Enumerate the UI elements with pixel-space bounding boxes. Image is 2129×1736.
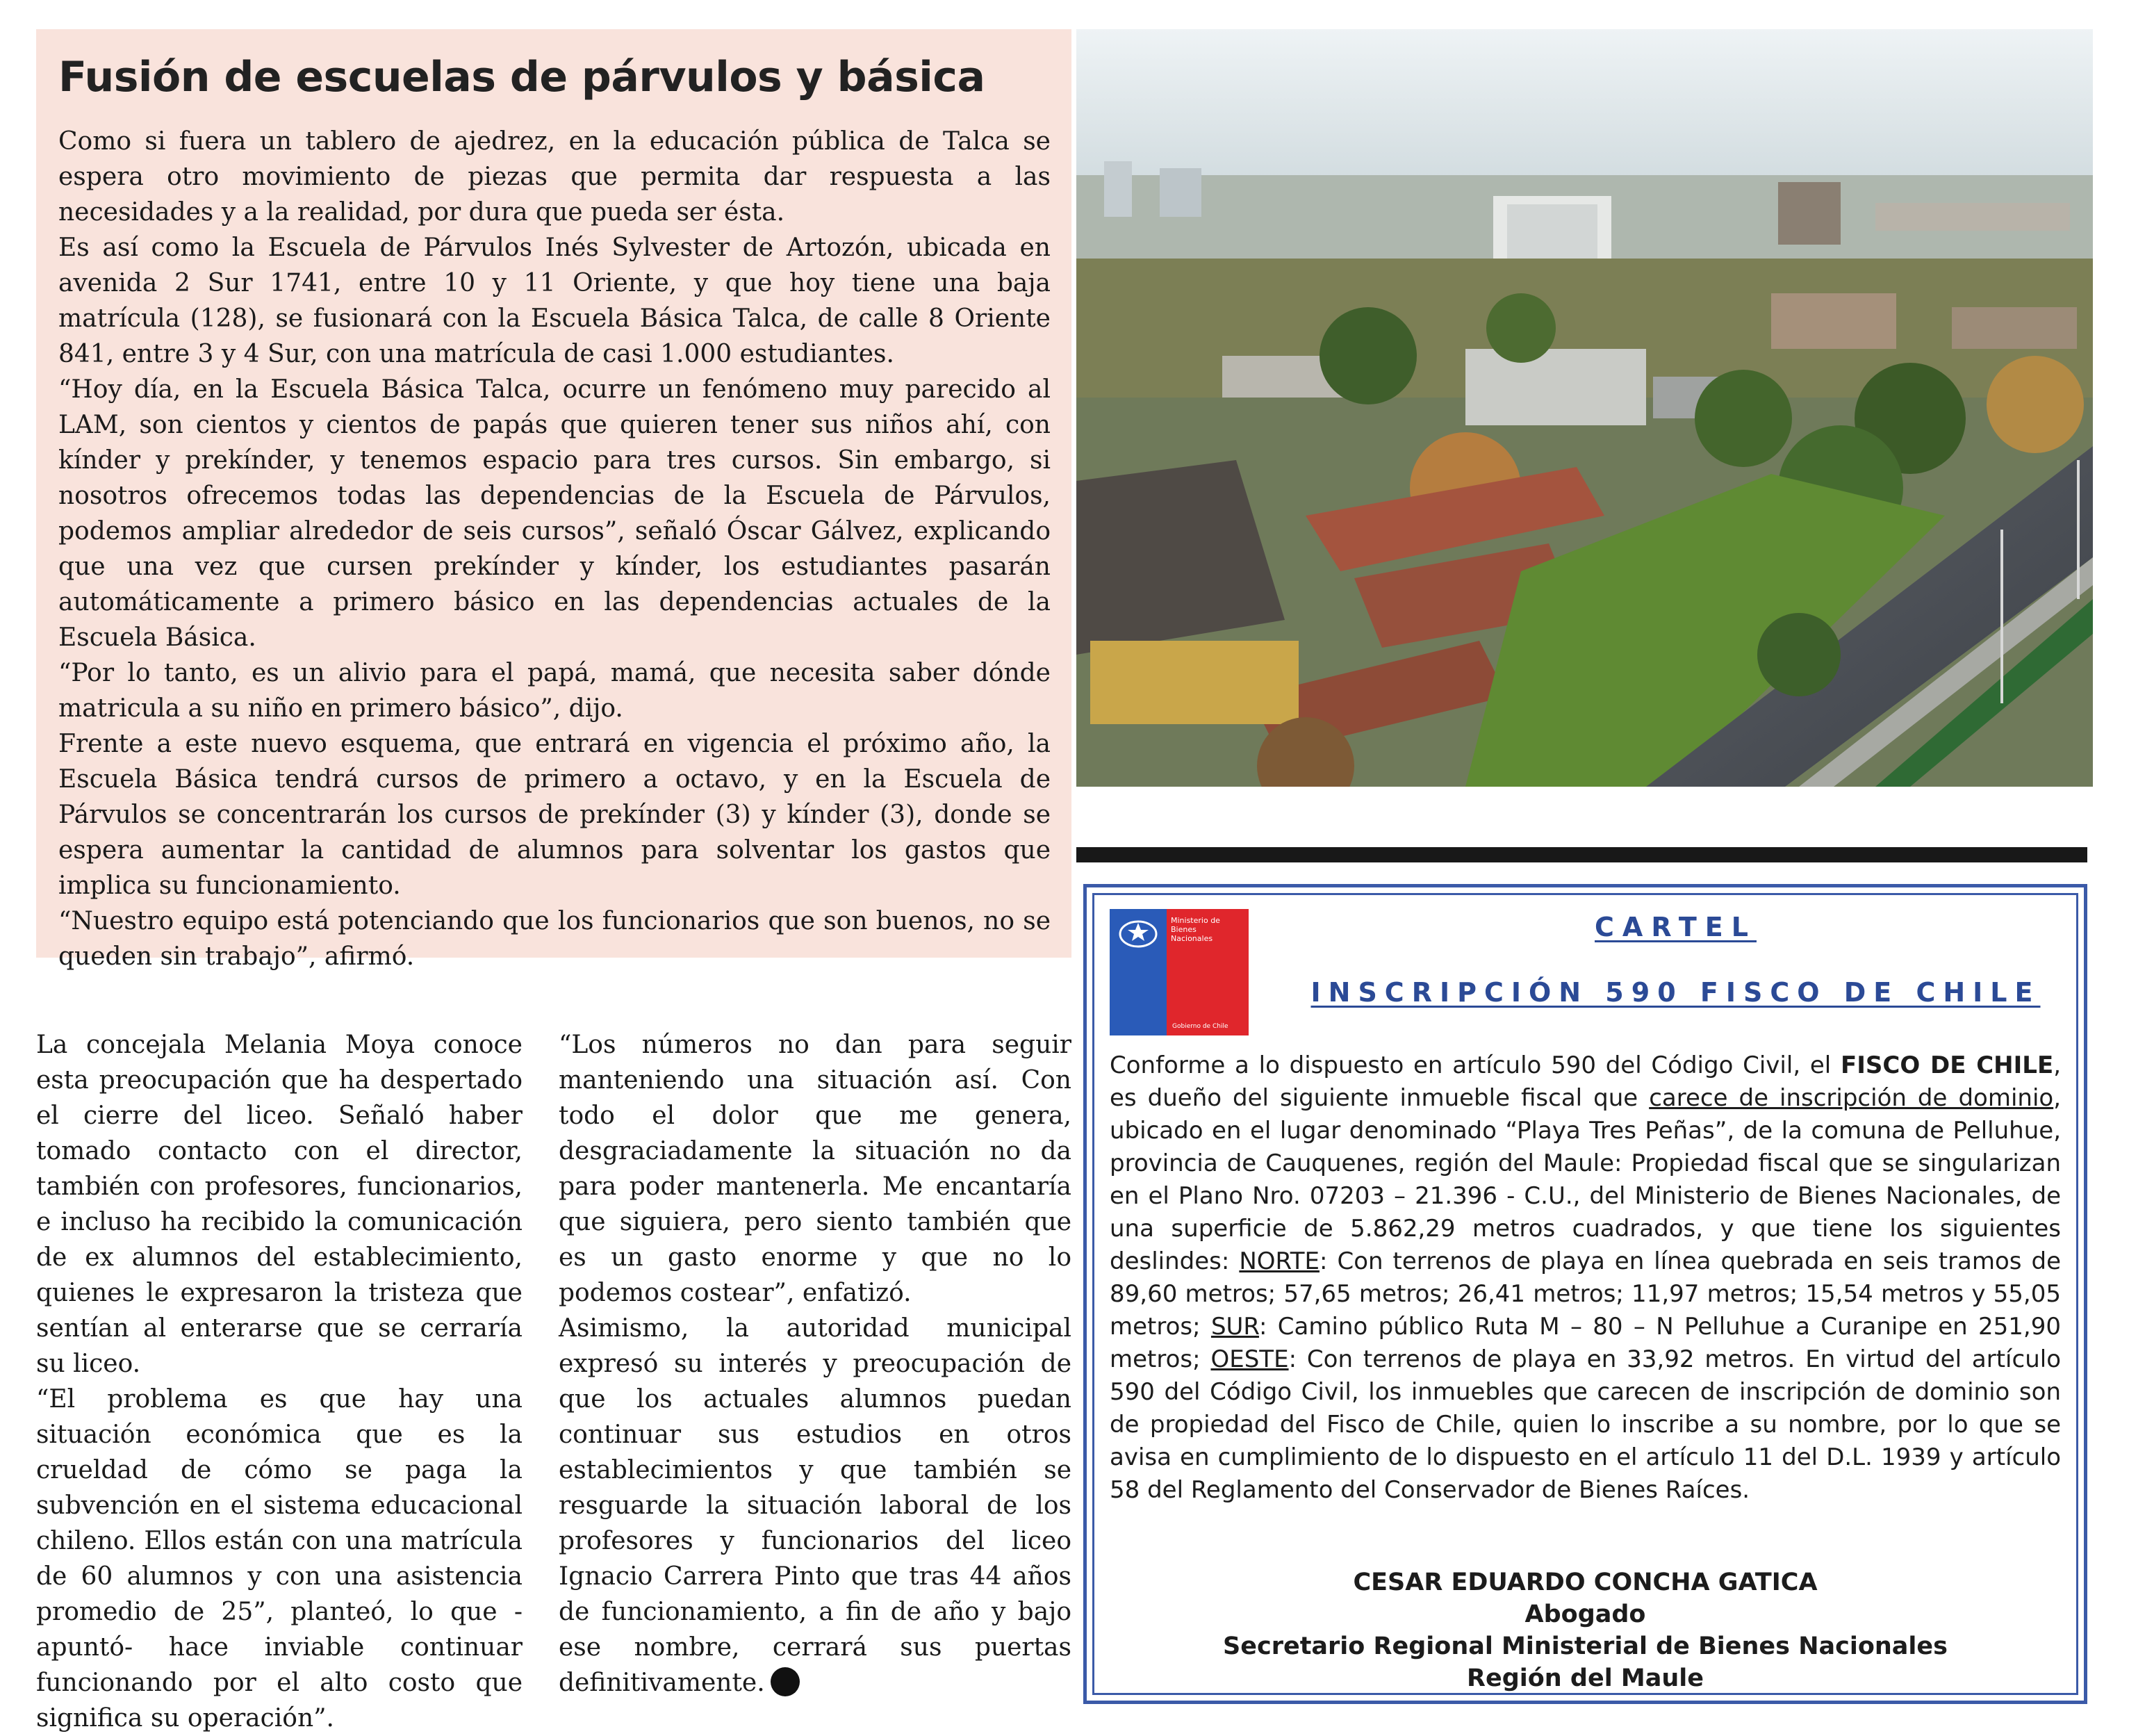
logo-red-band (1167, 909, 1249, 1035)
logo-gobierno-text: Gobierno de Chile (1172, 1023, 1228, 1030)
signer-role: Abogado (1524, 1600, 1646, 1628)
logo-ministry-name: Ministerio de Bienes Nacionales (1171, 916, 1220, 943)
article-columns (36, 1027, 1071, 1733)
signer-office: Secretario Regional Ministerial de Bienes Nacionales (1223, 1632, 1948, 1660)
sidebar-paragraph: “Nuestro equipo está potenciando que los funcionarios que son buenos, no se queden sin trabajo”, afirmó. (58, 907, 1051, 971)
end-of-article-dot-icon (771, 1667, 800, 1696)
sidebar-paragraph: “Por lo tanto, es un alivio para el papá, mamá, que necesita saber dónde matricula a su niño en primero básico”, dijo. (58, 659, 1051, 723)
logo-blue-band (1110, 909, 1167, 1035)
cartel-body: Conforme a lo dispuesto en artículo 590 del Código Civil, el FISCO DE CHILE, es dueño del siguiente inmueble fiscal que carece de inscripción de dominio, ubicado en el lugar denominado “Playa Tres Peñas”, de la comuna de Pelluhue, provincia de Cauquenes, región del Maule: Propiedad fiscal que se singularizan en el Plano Nro. 07203 – 21.396 - C.U., del Ministerio de Bienes Nacionales, de una superficie de 5.862,29 metros cuadrados, y que tiene los siguientes deslindes: NORTE: Con terrenos de playa en línea quebrada en seis tramos de 89,60 metros; 57,65 metros; 26,41 metros; 11,97 metros; 15,54 metros y 55,05 metros; SUR: Camino público Ruta M – 80 – N Pelluhue a Curanipe en 251,90 metros; OESTE: Con terrenos de playa en 33,92 metros. En virtud del artículo 590 del Código Civil, los inmuebles que carecen de inscripción de dominio son de propiedad del Fisco de Chile, quien lo inscribe a su nombre, por lo que se avisa en cumplimiento de lo dispuesto en el artículo 11 del D.L. 1939 y artículo 58 del Reglamento del Conservador de Bienes Raíces. (1110, 1051, 2062, 1504)
section-divider (1076, 847, 2087, 862)
article-paragraph: La concejala Melania Moya conoce esta preocupación que ha despertado el cierre del liceo. Señaló haber tomado contacto con el director, también con profesores, funcionarios, e incluso ha recibido la comunicación de ex alumnos del establecimiento, quienes le expresaron la tristeza que sentían al enterarse que se cerraría su liceo. (36, 1031, 523, 1378)
signer-name: CESAR EDUARDO CONCHA GATICA (1353, 1569, 1818, 1596)
sidebar-paragraph: Es así como la Escuela de Párvulos Inés Sylvester de Artozón, ubicada en avenida 2 Sur 1741, entre 10 y 11 Oriente, y que hoy tiene una baja matrícula (128), se fusionará con la Escuela Básica Talca, de calle 8 Oriente 841, entre 3 y 4 Sur, con una matrícula de casi 1.000 estudiantes. (58, 234, 1051, 368)
sidebar-paragraph: Frente a este nuevo esquema, que entrará en vigencia el próximo año, la Escuela Básica tendrá cursos de primero a octavo, y en la Escuela de Párvulos se concentrarán los cursos de prekínder (3) y kínder (3), donde se espera aumentar la cantidad de alumnos para solventar los gastos que implica su funcionamiento. (58, 730, 1051, 900)
cartel-inner-frame (1092, 893, 2078, 1695)
article-paragraph: “El problema es que hay una situación económica que es la crueldad de cómo se paga la subvención en el sistema educacional chileno. Ellos están con una matrícula de 60 alumnos y con una asistencia promedio de 25”, planteó, lo que -apuntó- hace inviable continuar funcionando por el alto costo que significa su operación”. (36, 1385, 523, 1733)
sidebar-paragraph: “Hoy día, en la Escuela Básica Talca, ocurre un fenómeno muy parecido al LAM, son cientos y cientos de papás que quieren tener sus niños ahí, con kínder y prekínder, y tenemos espacio para tres cursos. Sin embargo, si nosotros ofrecemos todas las dependencias de la Escuela de Párvulos, podemos ampliar alrededor de seis cursos”, señaló Óscar Gálvez, explicando que una vez que cursen prekínder y kínder, los estudiantes pasarán automáticamente a primero básico en las dependencias actuales de la Escuela Básica. (58, 375, 1051, 652)
cartel-signature (1110, 1566, 2061, 1694)
article-paragraph-text: Asimismo, la autoridad municipal expresó su interés y preocupación de que los actuales alumnos puedan continuar sus estudios en otros establecimientos y que también se resguarde la situación laboral de los profesores y funcionarios del liceo Ignacio Carrera Pinto que tras 44 años de funcionamiento, a fin de año y bajo ese nombre, cerrará sus puertas definitivamente. (559, 1314, 1071, 1697)
ministerio-bienes-nacionales-logo (1110, 909, 1249, 1035)
article-column-2 (559, 1027, 1071, 1701)
article-paragraph (559, 1311, 1071, 1701)
sidebar-box (36, 29, 1071, 971)
sidebar-title: Fusión de escuelas de párvulos y básica (58, 53, 985, 101)
chile-coat-of-arms-icon (1110, 909, 1167, 958)
article-column-1 (36, 1027, 523, 1736)
sidebar-paragraph: Como si fuera un tablero de ajedrez, en la educación pública de Talca se espera otro movimiento de piezas que permita dar respuesta a las necesidades y a la realidad, por dura que pueda ser ésta. (58, 127, 1051, 227)
article-paragraph: “Los números no dan para seguir manteniendo una situación así. Con todo el dolor que me genera, desgraciadamente la situación no da para poder mantenerla. Me encantaría que siguiera, pero siento también que es un gasto enorme y que no lo podemos costear”, enfatizó. (559, 1031, 1071, 1307)
cartel-title: CARTEL (1595, 912, 1757, 942)
cartel-subtitle: INSCRIPCIÓN 590 FISCO DE CHILE (1310, 977, 2041, 1008)
aerial-photo-image (1076, 29, 2093, 787)
cartel-notice (1083, 884, 2087, 1704)
aerial-photo (1076, 29, 2093, 787)
signer-region: Región del Maule (1467, 1664, 1704, 1692)
